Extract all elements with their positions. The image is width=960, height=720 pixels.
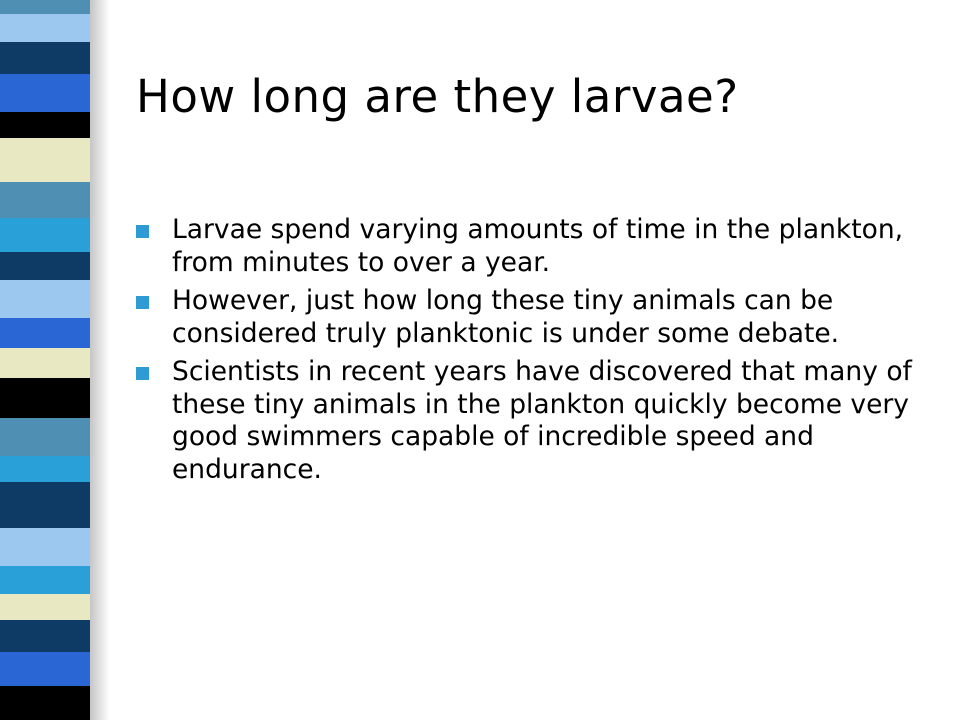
stripe-block xyxy=(0,42,90,74)
stripe-block xyxy=(0,456,90,482)
stripe-block xyxy=(0,318,90,348)
bullet-item xyxy=(136,356,926,486)
stripe-block xyxy=(0,280,90,318)
bullet-list xyxy=(136,214,926,492)
slide-title: How long are they larvae? xyxy=(136,70,739,123)
bullet-text: However, just how long these tiny animals can be considered truly planktonic is under some debate. xyxy=(172,285,840,349)
square-bullet-icon xyxy=(136,296,149,309)
stripe-block xyxy=(0,418,90,456)
bullet-item xyxy=(136,214,926,279)
bullet-text: Scientists in recent years have discovered that many of these tiny animals in the plankton quickly become very good swimmers capable of incredible speed and endurance. xyxy=(172,356,912,485)
stripe-block xyxy=(0,620,90,652)
stripe-block xyxy=(0,0,90,14)
stripe-block xyxy=(0,528,90,566)
square-bullet-icon xyxy=(136,367,149,380)
stripe-block xyxy=(0,14,90,42)
stripe-block xyxy=(0,74,90,112)
stripe-block xyxy=(0,182,90,218)
stripe-block xyxy=(0,594,90,620)
stripe-block xyxy=(0,138,90,182)
bullet-text: Larvae spend varying amounts of time in the plankton, from minutes to over a year. xyxy=(172,214,904,278)
square-bullet-icon xyxy=(136,225,149,238)
decorative-stripe xyxy=(0,0,110,720)
bullet-item xyxy=(136,285,926,350)
stripe-block xyxy=(0,566,90,594)
stripe-shadow xyxy=(90,0,110,720)
stripe-block xyxy=(0,652,90,686)
stripe-block xyxy=(0,252,90,280)
stripe-block xyxy=(0,348,90,378)
stripe-block xyxy=(0,112,90,138)
stripe-block xyxy=(0,378,90,418)
stripe-block xyxy=(0,218,90,252)
stripe-block xyxy=(0,482,90,528)
stripe-block xyxy=(0,686,90,720)
